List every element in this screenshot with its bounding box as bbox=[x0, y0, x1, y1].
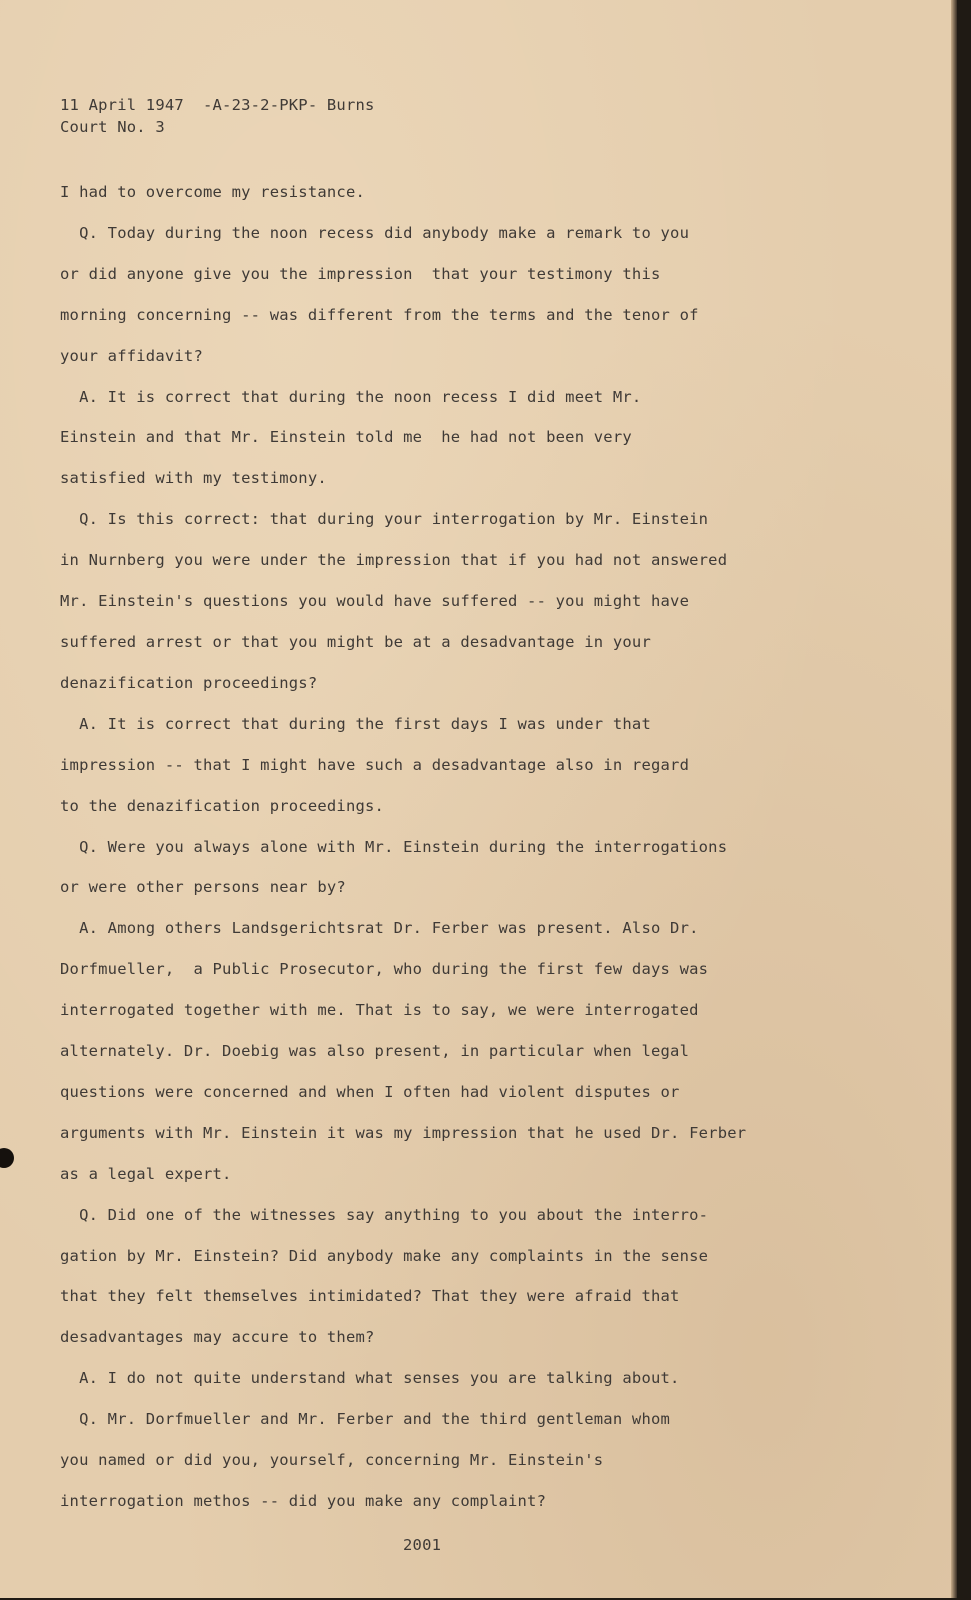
transcript-line: or did anyone give you the impression that your testimony this bbox=[60, 264, 661, 283]
binder-hole bbox=[0, 1148, 14, 1168]
transcript-line: alternately. Dr. Doebig was also present, in particular when legal bbox=[60, 1042, 690, 1061]
transcript-line: interrogation methos -- did you make any complaint? bbox=[60, 1492, 547, 1510]
transcript-line: you named or did you, yourself, concerning Mr. Einstein's bbox=[60, 1451, 604, 1470]
transcript-line: Q. Today during the noon recess did anybody make a remark to you bbox=[60, 223, 690, 242]
transcript-line: desadvantages may accure to them? bbox=[60, 1328, 375, 1347]
transcript-body bbox=[60, 172, 820, 1522]
transcript-line: A. It is correct that during the noon recess I did meet Mr. bbox=[60, 387, 642, 406]
transcript-line: suffered arrest or that you might be at a desadvantage in your bbox=[60, 632, 651, 651]
page-edge bbox=[951, 0, 957, 1598]
transcript-line: satisfied with my testimony. bbox=[60, 469, 327, 488]
transcript-line: Einstein and that Mr. Einstein told me he had not been very bbox=[60, 428, 632, 447]
document-header bbox=[60, 94, 375, 138]
header-court-line: Court No. 3 bbox=[60, 118, 165, 136]
transcript-line: to the denazification proceedings. bbox=[60, 796, 385, 815]
transcript-line: A. It is correct that during the first days I was under that bbox=[60, 714, 651, 733]
transcript-line: or were other persons near by? bbox=[60, 878, 346, 897]
header-date-line: 11 April 1947 -A-23-2-PKP- Burns bbox=[60, 96, 375, 114]
page-number: 2001 bbox=[403, 1536, 442, 1554]
transcript-line: I had to overcome my resistance. bbox=[60, 183, 366, 201]
transcript-line: A. Among others Landsgerichtsrat Dr. Ferber was present. Also Dr. bbox=[60, 919, 699, 938]
transcript-line: A. I do not quite understand what senses you are talking about. bbox=[60, 1369, 680, 1388]
transcript-line: Dorfmueller, a Public Prosecutor, who during the first few days was bbox=[60, 960, 709, 979]
transcript-line: Q. Mr. Dorfmueller and Mr. Ferber and the third gentleman whom bbox=[60, 1410, 671, 1429]
transcript-line: denazification proceedings? bbox=[60, 673, 318, 692]
transcript-line: Q. Is this correct: that during your interrogation by Mr. Einstein bbox=[60, 510, 709, 529]
transcript-line: Q. Did one of the witnesses say anything to you about the interro- bbox=[60, 1205, 709, 1224]
transcript-line: morning concerning -- was different from the terms and the tenor of bbox=[60, 305, 699, 324]
transcript-line: your affidavit? bbox=[60, 346, 203, 365]
transcript-line: in Nurnberg you were under the impression that if you had not answered bbox=[60, 551, 728, 570]
transcript-line: as a legal expert. bbox=[60, 1164, 232, 1183]
transcript-line: gation by Mr. Einstein? Did anybody make any complaints in the sense bbox=[60, 1246, 709, 1265]
transcript-line: Q. Were you always alone with Mr. Einstein during the interrogations bbox=[60, 837, 728, 856]
transcript-line: that they felt themselves intimidated? That they were afraid that bbox=[60, 1287, 680, 1306]
transcript-line: interrogated together with me. That is to say, we were interrogated bbox=[60, 1001, 699, 1020]
transcript-line: impression -- that I might have such a desadvantage also in regard bbox=[60, 755, 690, 774]
transcript-line: arguments with Mr. Einstein it was my impression that he used Dr. Ferber bbox=[60, 1123, 747, 1142]
transcript-line: questions were concerned and when I often had violent disputes or bbox=[60, 1082, 680, 1101]
transcript-line: Mr. Einstein's questions you would have suffered -- you might have bbox=[60, 592, 690, 611]
